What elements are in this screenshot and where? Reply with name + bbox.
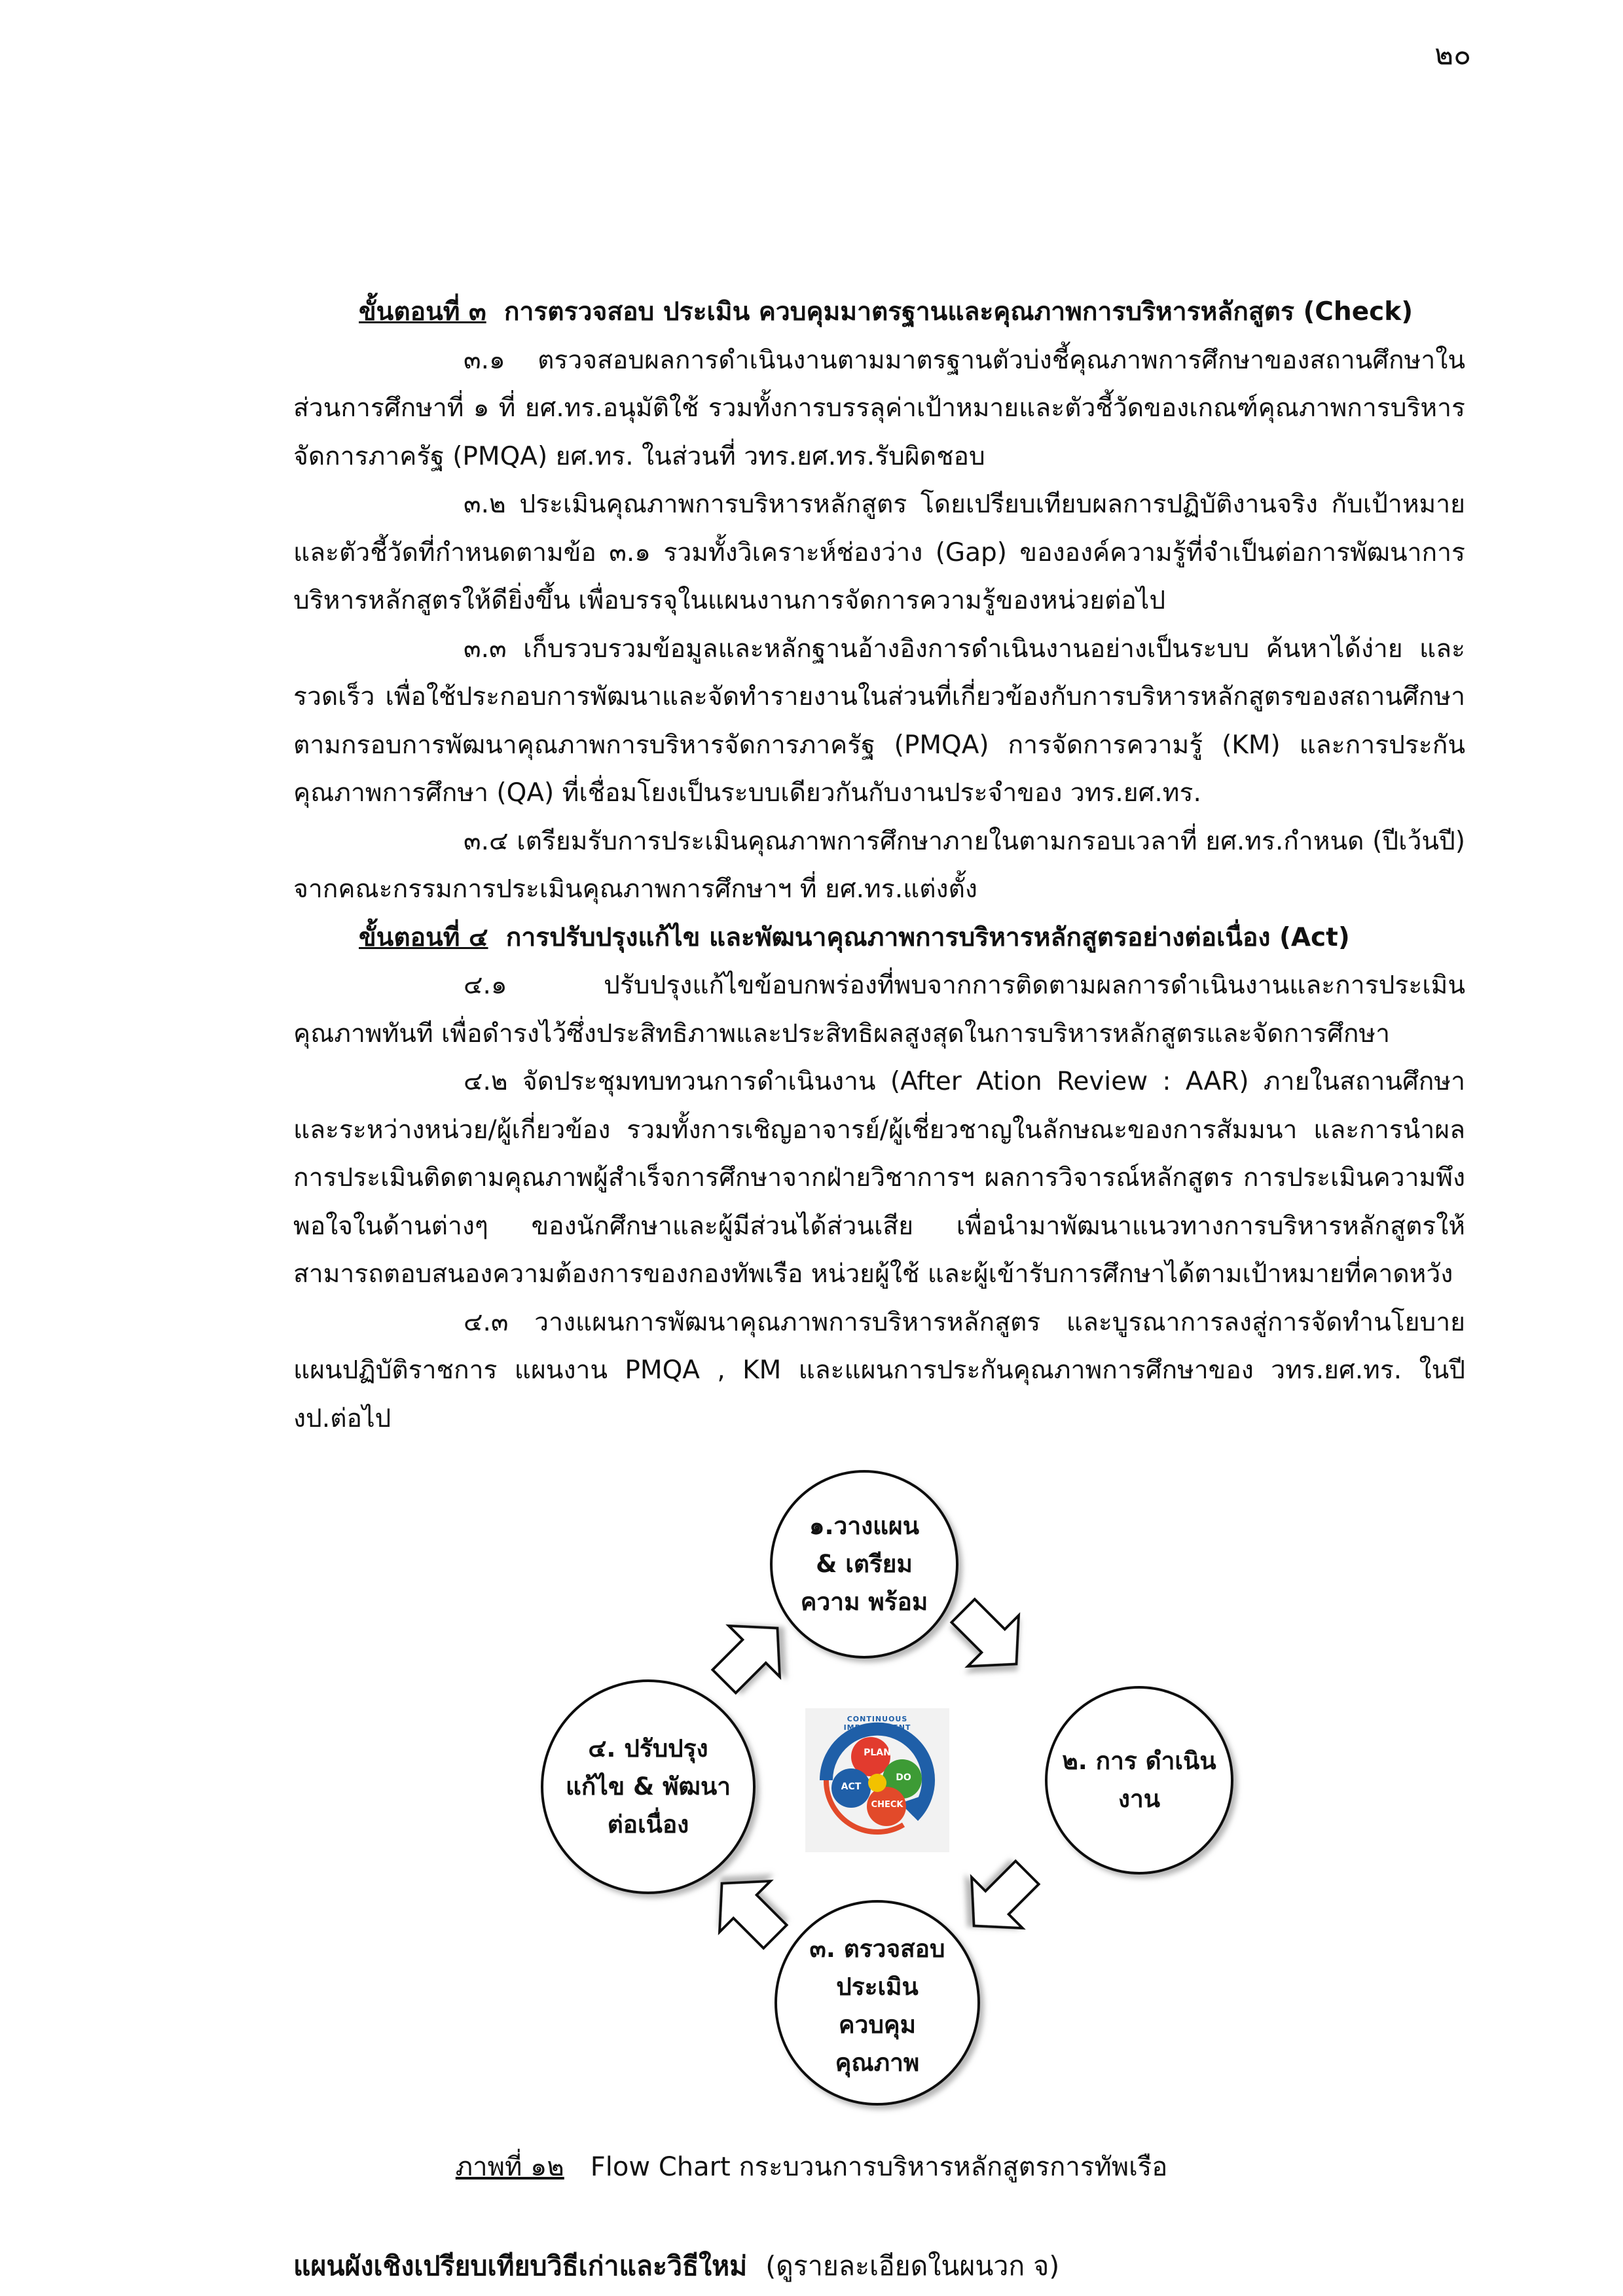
- paragraph-3-1: [293, 336, 1465, 481]
- step3-title: การตรวจสอบ ประเมิน ควบคุมมาตรฐานและคุณภาพการบริหารหลักสูตร (Check): [503, 297, 1413, 327]
- item-text: จัดประชุมทบทวนการดำเนินงาน (After Ation Review : AAR) ภายในสถานศึกษาและระหว่างหน่วย/ผู้เกี่ยวข้อง รวมทั้งการเชิญอาจารย์/ผู้เชี่ยวชาญในลักษณะของการสัมมนา และการนำผลการประเมินติดตามคุณภาพผู้สำเร็จการศึกษาจากฝ่ายวิชาการฯ ผลการวิจารณ์หลักสูตร การประเมินความพึงพอใจในด้านต่างๆ ของนักศึกษาและผู้มีส่วนได้ส่วนเสีย เพื่อนำมาพัฒนาแนวทางการบริหารหลักสูตรให้สามารถตอบสนองความต้องการของกองทัพเรือ หน่วยผู้ใช้ และผู้เข้ารับการศึกษาได้ตามเป้าหมายที่คาดหวัง: [293, 1067, 1465, 1289]
- item-text: ประเมินคุณภาพการบริหารหลักสูตร โดยเปรียบเทียบผลการปฏิบัติงานจริง กับเป้าหมายและตัวชี้วัดที่กำหนดตามข้อ ๓.๑ รวมทั้งวิเคราะห์ช่องว่าง (Gap) ขององค์ความรู้ที่จำเป็นต่อการพัฒนาการบริหารหลักสูตรให้ดียิ่งขึ้น เพื่อบรรจุในแผนงานการจัดการความรู้ของหน่วยต่อไป: [293, 490, 1465, 615]
- logo-check-label: CHECK: [871, 1800, 903, 1810]
- section-note: (ดูรายละเอียดในผนวก จ): [765, 2250, 1060, 2282]
- node-do: ๒. การ ดำเนินงาน: [1062, 1747, 1216, 1813]
- item-text: เก็บรวบรวมข้อมูลและหลักฐานอ้างอิงการดำเนินงานอย่างเป็นระบบ ค้นหาได้ง่าย และรวดเร็ว เพื่อใช้ประกอบการพัฒนาและจัดทำรายงานในส่วนที่เกี่ยวข้องกับการบริหารหลักสูตรของสถานศึกษาตามกรอบการพัฒนาคุณภาพการบริหารจัดการภาครัฐ (PMQA) การจัดการความรู้ (KM) และการประกันคุณภาพการศึกษา (QA) ที่เชื่อมโยงเป็นระบบเดียวกันกับงานประจำของ วทร.ยศ.ทร.: [293, 634, 1465, 808]
- paragraph-4-1: [293, 961, 1465, 1058]
- logo-do-label: DO: [896, 1772, 911, 1783]
- paragraph-4-3: [293, 1299, 1465, 1443]
- node-act: ๔. ปรับปรุงแก้ไข & พัฒนา ต่อเนื่อง: [565, 1734, 731, 1839]
- item-number: ๔.๓: [464, 1307, 509, 1337]
- step3-label: ขั้นตอนที่ ๓: [359, 297, 486, 327]
- paragraph-3-4: [293, 817, 1465, 914]
- logo-ring-label: CONTINUOUS IMPROVEMENT: [843, 1715, 911, 1732]
- page-number: ๒๐: [1434, 38, 1471, 71]
- document-body: [293, 288, 1465, 1443]
- section-footer: [293, 2245, 1059, 2287]
- arrow-plan-to-do: [938, 1585, 1042, 1689]
- figure-caption: [0, 2145, 1623, 2187]
- item-number: ๓.๔: [464, 826, 509, 856]
- item-text: ปรับปรุงแก้ไขข้อบกพร่องที่พบจากการติดตามผลการดำเนินงานและการประเมินคุณภาพทันที เพื่อดำรงไว้ซึ่งประสิทธิภาพและประสิทธิผลสูงสุดในการบริหารหลักสูตรและจัดการศึกษา: [293, 971, 1465, 1049]
- pdca-flow-diagram: [524, 1460, 1257, 2121]
- node-plan: ๑.วางแผน & เตรียม ความ พร้อม: [800, 1512, 928, 1616]
- paragraph-4-2: [293, 1058, 1465, 1299]
- item-number: ๔.๑: [464, 971, 507, 1000]
- item-number: ๓.๒: [464, 490, 506, 519]
- arrow-check-to-act: [697, 1858, 801, 1962]
- paragraph-3-2: [293, 480, 1465, 625]
- item-number: ๓.๑: [464, 345, 505, 375]
- figure-number: ภาพที่ ๑๒: [455, 2152, 564, 2182]
- logo-plan-label: PLAN: [864, 1748, 891, 1758]
- node-check: ๓. ตรวจสอบ ประเมิน ควบคุม คุณภาพ: [809, 1935, 945, 2077]
- step4-heading: [293, 914, 1465, 962]
- item-text: เตรียมรับการประเมินคุณภาพการศึกษาภายในตามกรอบเวลาที่ ยศ.ทร.กำหนด (ปีเว้นปี) จากคณะกรรมการประเมินคุณภาพการศึกษาฯ ที่ ยศ.ทร.แต่งตั้ง: [293, 826, 1465, 904]
- logo-act-label: ACT: [841, 1782, 862, 1792]
- section-title: แผนผังเชิงเปรียบเทียบวิธีเก่าและวิธีใหม่: [293, 2250, 748, 2282]
- paragraph-3-3: [293, 625, 1465, 817]
- step4-label: ขั้นตอนที่ ๔: [359, 922, 488, 952]
- item-number: ๔.๒: [464, 1067, 508, 1096]
- item-text: วางแผนการพัฒนาคุณภาพการบริหารหลักสูตร และบูรณาการลงสู่การจัดทำนโยบาย แผนปฏิบัติราชการ แผนงาน PMQA , KM และแผนการประกันคุณภาพการศึกษาของ วทร.ยศ.ทร. ในปี งป.ต่อไป: [293, 1307, 1465, 1433]
- figure-title: Flow Chart กระบวนการบริหารหลักสูตรการทัพเรือ: [590, 2152, 1168, 2182]
- arrow-do-to-check: [949, 1847, 1053, 1951]
- item-number: ๓.๓: [464, 634, 507, 664]
- item-text: ตรวจสอบผลการดำเนินงานตามมาตรฐานตัวบ่งชี้คุณภาพการศึกษาของสถานศึกษาในส่วนการศึกษาที่ ๑ ที่ ยศ.ทร.อนุมัติใช้ รวมทั้งการบรรลุค่าเป้าหมายและตัวชี้วัดของเกณฑ์คุณภาพการบริหารจัดการภาครัฐ (PMQA) ยศ.ทร. ในส่วนที่ วทร.ยศ.ทร.รับผิดชอบ: [293, 345, 1465, 471]
- step4-title: การปรับปรุงแก้ไข และพัฒนาคุณภาพการบริหารหลักสูตรอย่างต่อเนื่อง (Act): [505, 922, 1350, 952]
- step3-heading: [293, 288, 1465, 336]
